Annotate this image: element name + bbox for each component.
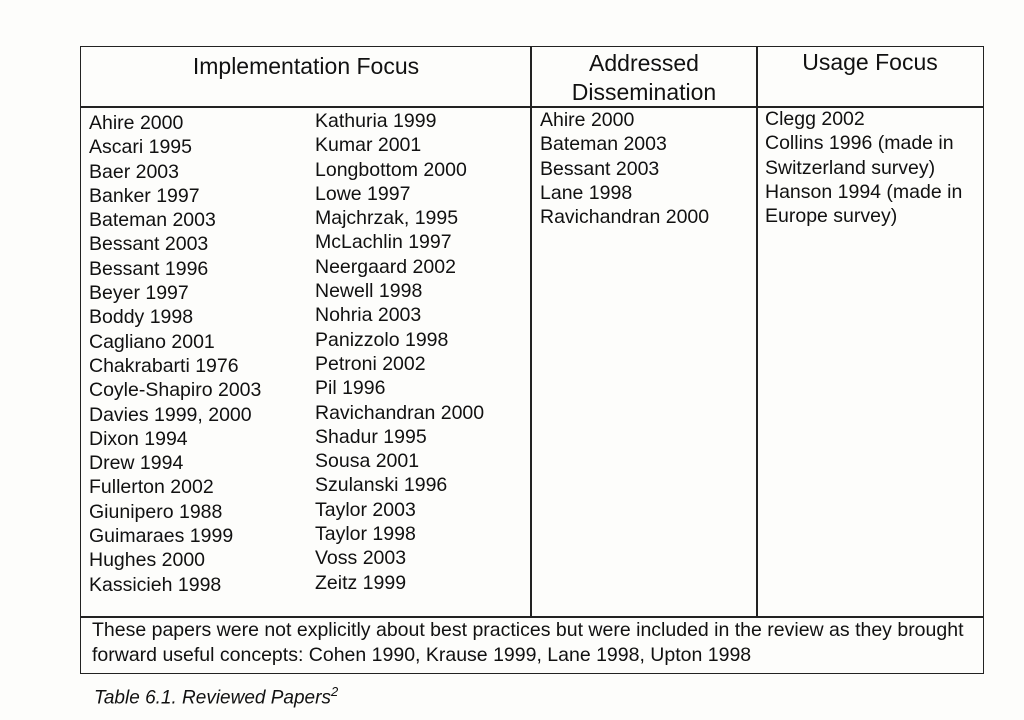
list-item: Ravichandran 2000 [315, 401, 485, 424]
list-item: Voss 2003 [315, 547, 407, 570]
list-item: Bateman 2003 [89, 209, 216, 232]
list-item: Zeitz 1999 [315, 571, 407, 594]
list-item: Drew 1994 [89, 452, 184, 475]
list-item: Ascari 1995 [89, 136, 192, 159]
list-item: Chakrabarti 1976 [89, 354, 239, 377]
header-implementation-focus: Implementation Focus [192, 53, 420, 79]
list-item: Bessant 2003 [540, 157, 660, 180]
list-item: Cagliano 2001 [89, 330, 215, 353]
implementation-list-col2 [315, 109, 484, 595]
list-item: Boddy 1998 [89, 306, 194, 329]
table-caption [94, 684, 338, 709]
list-item: Szulanski 1996 [315, 474, 448, 497]
list-item: Shadur 1995 [315, 425, 427, 448]
list-item: Lane 1998 [540, 181, 633, 204]
addressed-dissemination-list [540, 108, 709, 229]
list-item: Fullerton 2002 [89, 476, 214, 499]
column-divider-2 [756, 47, 758, 617]
list-item: Ahire 2000 [540, 109, 635, 131]
header-usage-focus: Usage Focus [802, 49, 938, 75]
caption-superscript: 2 [330, 684, 339, 699]
list-item: Taylor 1998 [315, 523, 416, 546]
list-item: Ahire 2000 [89, 112, 184, 134]
list-item: Bessant 2003 [89, 233, 209, 256]
table-footnote: These papers were not explicitly about best practices but were included in the review as they brought forward useful concepts: Cohen 1990, Krause 1999, Lane 1998, Upton 1998 [92, 619, 964, 666]
caption-text: Table 6.1. Reviewed Papers [94, 687, 331, 709]
list-item: Banker 1997 [89, 184, 200, 207]
list-item: Hanson 1994 (made in Europe survey) [765, 180, 963, 228]
list-item: Kassicieh 1998 [89, 573, 222, 596]
list-item: Giunipero 1988 [89, 500, 223, 523]
list-item: Pil 1996 [315, 377, 386, 400]
header-addressed-line2: Dissemination [571, 79, 717, 105]
list-item: Lowe 1997 [315, 182, 411, 205]
list-item: Kathuria 1999 [315, 110, 437, 132]
list-item: Majchrzak, 1995 [315, 207, 459, 230]
list-item: Bateman 2003 [540, 133, 667, 156]
list-item: Beyer 1997 [89, 282, 189, 305]
list-item: Coyle-Shapiro 2003 [89, 379, 262, 402]
list-item: Petroni 2002 [315, 352, 426, 375]
list-item: Newell 1998 [315, 280, 423, 303]
list-item: Sousa 2001 [315, 450, 420, 473]
list-item: Clegg 2002 [765, 108, 865, 130]
implementation-list-col1 [89, 111, 261, 597]
list-item: Davies 1999, 2000 [89, 403, 252, 426]
header-addressed-line1: Addressed [589, 50, 699, 76]
column-divider-1 [530, 47, 532, 617]
list-item: Neergaard 2002 [315, 255, 456, 278]
list-item: Longbottom 2000 [315, 158, 467, 181]
header-addressed-dissemination [532, 49, 756, 107]
list-item: Guimaraes 1999 [89, 525, 234, 548]
list-item: Collins 1996 (made in Switzerland survey) [765, 132, 954, 179]
list-item: Hughes 2000 [89, 549, 206, 572]
list-item: Nohria 2003 [315, 304, 422, 327]
list-item: Baer 2003 [89, 160, 179, 183]
usage-focus-list [765, 107, 990, 228]
list-item: Bessant 1996 [89, 257, 209, 280]
list-item: Panizzolo 1998 [315, 328, 449, 351]
list-item: Ravichandran 2000 [540, 206, 710, 229]
list-item: Taylor 2003 [315, 498, 416, 521]
list-item: McLachlin 1997 [315, 231, 452, 254]
list-item: Kumar 2001 [315, 134, 422, 157]
list-item: Dixon 1994 [89, 427, 188, 450]
